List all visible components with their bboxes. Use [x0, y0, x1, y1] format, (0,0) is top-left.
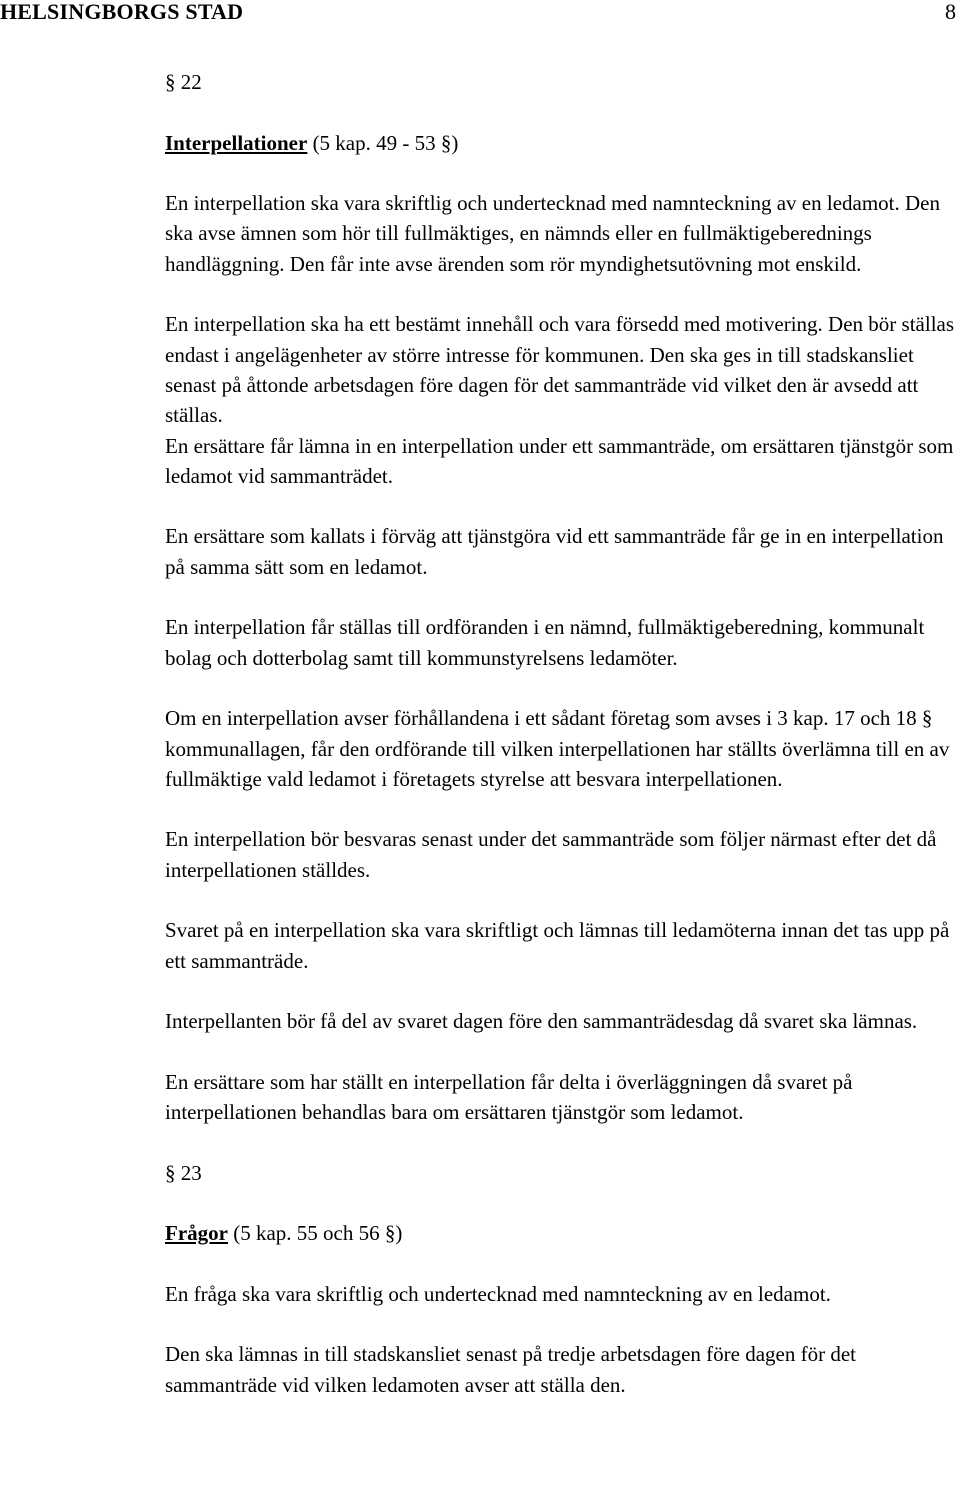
- paragraph: En ersättare som kallats i förväg att tjänstgöra vid ett sammanträde får ge in en interpellation på samma sätt som en ledamot.: [165, 524, 944, 579]
- section-title: Frågor: [165, 1221, 228, 1246]
- section-number: § 22: [165, 70, 202, 94]
- paragraph: En interpellation får ställas till ordföranden i en nämnd, fullmäktigeberedning, kommunalt bolag och dotterbolag samt till kommunstyrelsens ledamöter.: [165, 615, 925, 670]
- paragraph: En interpellation ska ha ett bestämt innehåll och vara försedd med motivering. Den bör ställas endast i angelägenheter av större intresse för kommunen. Den ska ges in till stadskansliet senast på åttonde arbetsdagen före dagen för det sammanträde vid vilket den är avsedd att ställas.: [165, 312, 955, 428]
- paragraph: En fråga ska vara skriftlig och undertecknad med namnteckning av en ledamot.: [165, 1281, 831, 1306]
- section-heading: [165, 1218, 957, 1248]
- section-reference: (5 kap. 55 och 56 §): [227, 1221, 403, 1246]
- paragraph: Den ska lämnas in till stadskansliet senast på tredje arbetsdagen före dagen för det sammanträde vid vilken ledamoten avser att ställa den.: [165, 1342, 857, 1397]
- page-number: 8: [945, 0, 956, 24]
- paragraph: Interpellanten bör få del av svaret dagen före den sammanträdesdag då svaret ska lämnas.: [165, 1009, 918, 1034]
- section-heading: [165, 128, 957, 158]
- section-number: § 23: [165, 1160, 202, 1185]
- page-header: [0, 0, 960, 30]
- paragraph: Om en interpellation avser förhållandena i ett sådant företag som avses i 3 kap. 17 och 18 § kommunallagen, får den ordförande till vilken interpellationen har ställts överlämna till en av fullmäktige vald ledamot i företagets styrelse att besvara interpellationen.: [165, 706, 950, 791]
- section-title: Interpellationer: [165, 130, 308, 155]
- paragraph: En interpellation ska vara skriftlig och undertecknad med namnteckning av en ledamot. Den ska avse ämnen som hör till fullmäktiges, en nämnds eller en fullmäktigeberednings handläggning. Den får inte avse ärenden som rör myndighetsutövning mot enskild.: [165, 191, 940, 276]
- paragraph: En ersättare får lämna in en interpellation under ett sammanträde, om ersättaren tjänstgör som ledamot vid sammanträdet.: [165, 433, 954, 488]
- organization-name: HELSINGBORGS STAD: [0, 0, 244, 24]
- paragraph: En interpellation bör besvaras senast under det sammanträde som följer närmast efter det då interpellationen ställdes.: [165, 827, 937, 882]
- document-body: [165, 67, 957, 1400]
- paragraph: Svaret på en interpellation ska vara skriftligt och lämnas till ledamöterna innan det tas upp på ett sammanträde.: [165, 918, 950, 973]
- section-reference: (5 kap. 49 - 53 §): [307, 130, 459, 155]
- paragraph: En ersättare som har ställt en interpellation får delta i överläggningen då svaret på interpellationen behandlas bara om ersättaren tjänstgör som ledamot.: [165, 1069, 853, 1125]
